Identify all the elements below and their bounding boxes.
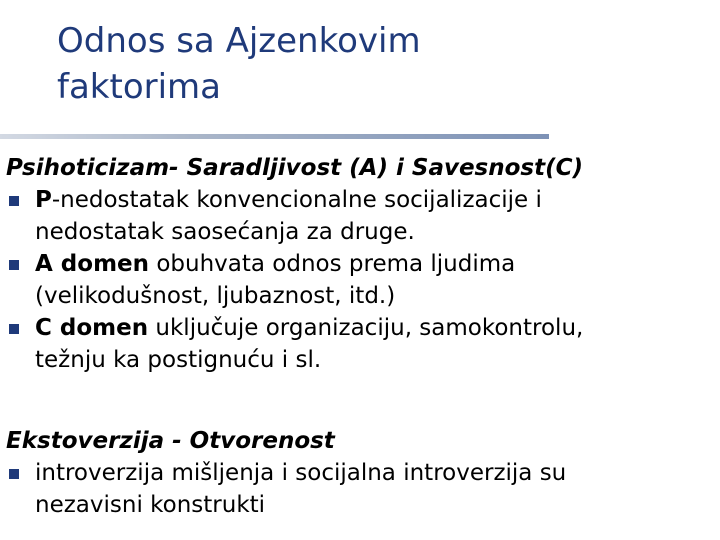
slide-title-line-1: Odnos sa Ajzenkovim xyxy=(57,21,421,61)
bullet-item-introverzija xyxy=(6,457,718,521)
bullet-line: težnju ka postignuću i sl. xyxy=(35,347,322,373)
square-bullet-icon xyxy=(9,196,19,206)
bullet-bold-term: P xyxy=(35,187,52,213)
bullet-line xyxy=(35,312,718,344)
square-bullet-icon xyxy=(9,324,19,334)
bullet-text: obuhvata odnos prema ljudima xyxy=(149,251,516,277)
bullet-bold-term: A domen xyxy=(35,251,150,277)
bullet-line xyxy=(35,248,718,280)
title-divider xyxy=(0,134,549,139)
bullet-line: introverzija mišljenja i socijalna introverzija su xyxy=(35,460,567,486)
bullet-list xyxy=(6,184,718,376)
bullet-item-a-domen xyxy=(6,248,718,312)
bullet-item-c-domen xyxy=(6,312,718,376)
bullet-line xyxy=(35,184,718,216)
bullet-line: nedostatak saosećanja za druge. xyxy=(35,219,415,245)
bullet-line: nezavisni konstrukti xyxy=(35,492,266,518)
bullet-list xyxy=(6,457,718,521)
slide-title-line-2: faktorima xyxy=(57,67,222,107)
square-bullet-icon xyxy=(9,469,19,479)
bullet-bold-term: C domen xyxy=(35,315,149,341)
slide-title xyxy=(57,18,657,110)
square-bullet-icon xyxy=(9,260,19,270)
section-heading: Ekstoverzija - Otvorenost xyxy=(6,428,335,454)
bullet-item-p xyxy=(6,184,718,248)
section-ekstoverzija xyxy=(6,425,718,521)
section-heading: Psihoticizam- Saradljivost (A) i Savesnost(C) xyxy=(6,155,584,181)
bullet-text: -nedostatak konvencionalne socijalizacije i xyxy=(51,187,542,213)
bullet-text: uključuje organizaciju, samokontrolu, xyxy=(148,315,584,341)
bullet-line: (velikodušnost, ljubaznost, itd.) xyxy=(35,283,396,309)
section-psihoticizam xyxy=(6,152,718,376)
